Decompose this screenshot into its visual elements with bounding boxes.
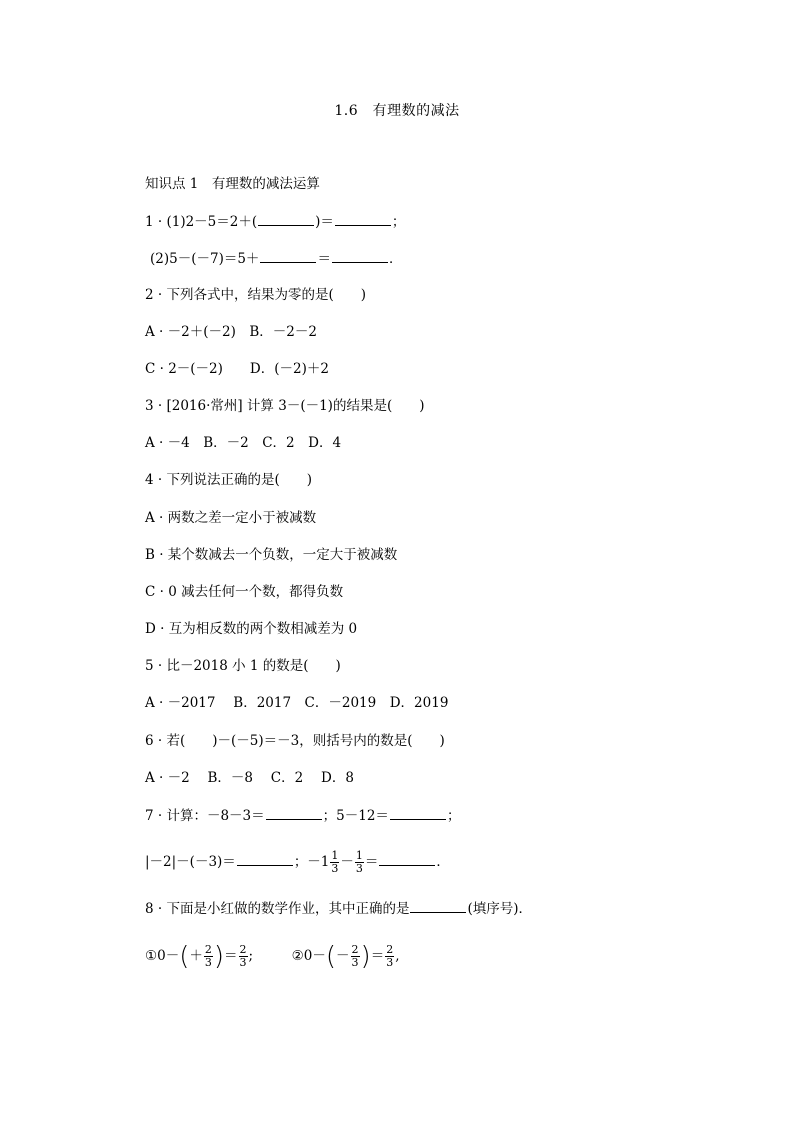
right-paren: ) — [213, 941, 225, 972]
fraction-two-thirds: $\frac{2}{3}$ — [204, 943, 212, 969]
answer-blank[interactable] — [390, 806, 446, 820]
question-6-options: A · －2 B．－8 C．2 D．8 — [145, 770, 354, 786]
q7a-sep: ；5－12＝ — [322, 808, 389, 824]
fraction-two-thirds: $\frac{2}{3}$ — [386, 943, 394, 969]
answer-blank[interactable] — [237, 852, 293, 866]
question-8-items — [145, 938, 399, 974]
item-1-prefix: ①0－ — [145, 948, 180, 964]
question-1b — [150, 249, 402, 268]
answer-blank[interactable] — [410, 899, 466, 913]
left-paren: ( — [179, 941, 190, 972]
q8-stem-prefix: 8 · 下面是小红做的数学作业，其中正确的是 — [145, 901, 410, 917]
minus-sign: － — [340, 854, 354, 870]
answer-blank[interactable] — [335, 212, 391, 226]
equals-sign: ＝ — [224, 948, 238, 964]
answer-blank[interactable] — [379, 852, 435, 866]
q7b-sep: ；－1 — [293, 854, 330, 870]
question-2-options-cd: C · 2－(－2) D．(－2)＋2 — [145, 361, 329, 377]
question-8-stem — [145, 899, 532, 918]
equals-sign: ＝ — [370, 948, 385, 964]
section-heading: 知识点 1 有理数的减法运算 — [145, 176, 320, 192]
fraction-two-thirds: $\frac{2}{3}$ — [239, 943, 247, 969]
question-4-option-a: A · 两数之差一定小于被减数 — [145, 510, 317, 526]
answer-blank[interactable] — [260, 249, 316, 263]
question-7b — [145, 848, 450, 876]
fraction-one-third: $\frac{1}{3}$ — [355, 849, 363, 875]
q1b-mid: ＝ — [317, 251, 331, 267]
q7a-end: ； — [446, 808, 461, 824]
item-2-prefix: ②0－ — [291, 948, 326, 964]
question-1a — [145, 212, 405, 231]
fraction-one-third: $\frac{1}{3}$ — [331, 849, 339, 875]
question-4-stem: 4 · 下列说法正确的是( ) — [145, 472, 312, 488]
question-6-stem: 6 · 若( )－(－5)＝－3，则括号内的数是( ) — [145, 733, 445, 749]
q1b-prefix: (2)5－(－7)＝5＋ — [150, 251, 260, 267]
right-paren: ) — [360, 941, 371, 972]
q7b-end: ． — [436, 854, 450, 870]
fraction-two-thirds: $\frac{2}{3}$ — [351, 943, 359, 969]
equals-sign: ＝ — [364, 854, 379, 870]
question-2-stem: 2 · 下列各式中，结果为零的是( ) — [145, 287, 366, 303]
semicolon: ; — [248, 948, 254, 964]
question-3-options: A · －4 B．－2 C．2 D．4 — [145, 435, 342, 451]
q1a-prefix: 1 · (1)2－5＝2＋( — [145, 214, 258, 230]
question-4-option-d: D · 互为相反数的两个数相减差为 0 — [145, 621, 358, 637]
answer-blank[interactable] — [258, 212, 314, 226]
q7a-prefix: 7 · 计算：－8－3＝ — [145, 808, 265, 824]
question-5-options: A · －2017 B．2017 C．－2019 D．2019 — [145, 695, 449, 711]
answer-blank[interactable] — [332, 249, 388, 263]
answer-blank[interactable] — [266, 806, 322, 820]
question-2-options-ab: A · －2＋(－2) B．－2－2 — [145, 324, 317, 340]
left-paren: ( — [325, 941, 337, 972]
question-4-option-c: C · 0 减去任何一个数，都得负数 — [145, 584, 344, 600]
question-7a — [145, 806, 460, 825]
q1b-end: ． — [388, 251, 403, 267]
page-title: 1.6 有理数的减法 — [334, 103, 460, 119]
plus-sign: ＋ — [189, 948, 203, 964]
q1a-mid: )＝ — [315, 214, 334, 230]
minus-sign: － — [336, 948, 350, 964]
question-4-option-b: B · 某个数减去一个负数，一定大于被减数 — [145, 547, 398, 563]
question-3-stem: 3 · [2016·常州] 计算 3－(－1)的结果是( ) — [145, 398, 425, 414]
q7b-prefix: |－2|－(－3)＝ — [145, 854, 236, 870]
q8-stem-suffix: (填序号)． — [467, 901, 533, 917]
q1a-end: ； — [391, 214, 406, 230]
comma: , — [395, 948, 400, 964]
question-5-stem: 5 · 比－2018 小 1 的数是( ) — [145, 658, 341, 674]
